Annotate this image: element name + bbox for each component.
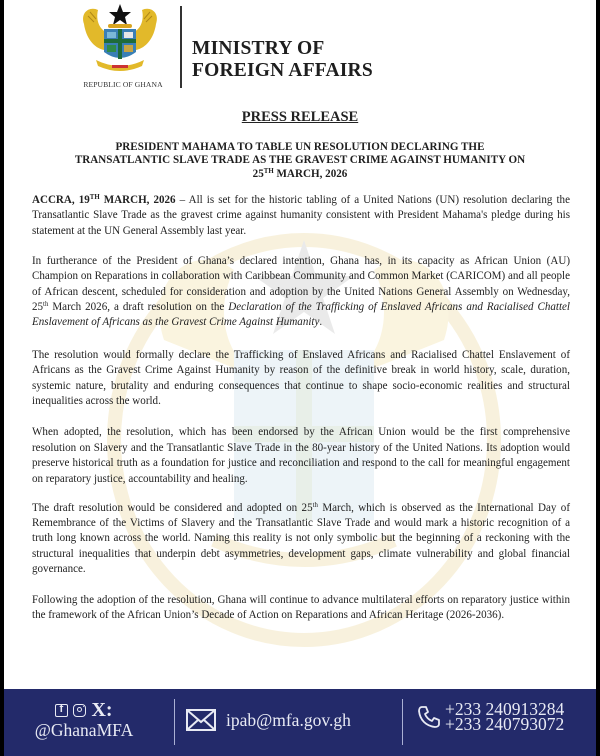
phone-number-2[interactable]: +233 240793072 — [445, 713, 565, 734]
paragraph-1-text: – All is set for the historic tabling of a United Nations (UN) resolution declaring the Transatlantic Slave Trade as the gravest crime against humanity consistent with President Mahama's pledge during his statement at the UN General Assembly last year. — [32, 194, 570, 237]
phone-contact — [416, 699, 565, 734]
paragraph-6: Following the adoption of the resolution, Ghana will continue to advance multilateral efforts on reparatory justice within the framework of the African Union’s Decade of Action on Reparations and African Heritage (2026-2036). — [32, 593, 570, 621]
headline-date — [18, 168, 582, 181]
phone-numbers — [445, 699, 565, 734]
email-contact — [186, 709, 351, 731]
headline — [18, 141, 582, 181]
dateline — [32, 194, 176, 206]
headline-line1: PRESIDENT MAHAMA TO TABLE UN RESOLUTION DECLARING THE — [115, 141, 485, 153]
paragraph-5-sup: th — [312, 501, 318, 509]
paragraph-2-text-b: March 2026, a draft resolution on the — [48, 300, 229, 313]
instagram-icon[interactable] — [73, 704, 86, 717]
letterhead — [4, 0, 596, 96]
paragraph-4: When adopted, the resolution, which has been endorsed by the African Union would be the first comprehensive resolution on Slavery and the Transatlantic Slave Trade in the 80-year history of the United Nations. Its adoption would preserve historical truth as a foundation for justice and reconciliation and respond to the call for meaningful engagement on reparatory justice, accountability and healing. — [32, 426, 570, 485]
press-release-page — [4, 0, 596, 756]
phone-number-1[interactable]: +233 240913284 — [445, 699, 565, 719]
footer-divider — [402, 699, 403, 745]
dateline-city: ACCRA, 19 — [32, 194, 90, 206]
ministry-name — [192, 38, 373, 82]
paragraph-5 — [32, 501, 570, 578]
social-handle[interactable]: @GhanaMFA — [34, 720, 134, 740]
envelope-icon — [186, 709, 216, 731]
paragraph-2-sup: th — [43, 301, 49, 309]
dateline-suffix: TH — [89, 194, 100, 202]
dateline-rest: MARCH, 2026 — [99, 194, 176, 206]
contact-footer — [4, 689, 596, 756]
phone-icon — [416, 704, 442, 730]
email-address[interactable]: ipab@mfa.gov.gh — [226, 709, 351, 730]
facebook-icon[interactable]: f — [55, 704, 68, 717]
social-contact — [24, 701, 144, 740]
ghana-coat-of-arms-logo — [78, 2, 162, 74]
republic-of-ghana-caption: REPUBLIC OF GHANA — [83, 80, 163, 89]
headline-date-suffix: TH — [263, 167, 274, 175]
social-icons — [24, 701, 144, 719]
ministry-name-line1: MINISTRY OF — [192, 38, 325, 59]
letterhead-divider — [180, 6, 182, 88]
headline-line2: TRANSATLANTIC SLAVE TRADE AS THE GRAVEST CRIME AGAINST HUMANITY ON — [74, 154, 526, 167]
paragraph-5-text-b: March, which is observed as the International Day of Remembrance of the Victims of Slavery and the Transatlantic Slave Trade and would mark a historic recognition of a truth long known across the world. Naming this reality is not only symbolic but the beginning of a reckoning with the structural inequalities that underpin debt asymmetries, development gaps, climate vulnerability and global financial governance. — [32, 501, 570, 576]
paragraph-2 — [32, 254, 570, 331]
document-type-title: PRESS RELEASE — [241, 109, 359, 125]
paragraph-2-text-a: In furtherance of the President of Ghana’s declared intention, Ghana has, in its capacity as African Union (AU) Champion on Reparations in collaboration with Caribbean Community and Common Market (CARICOM) and all people of African descent, scheduled for consideration and adoption by the United Nations General Assembly on Wednesday, 25 — [32, 254, 570, 313]
paragraph-5-text-a: The draft resolution would be considered and adopted on 25 — [32, 501, 313, 514]
paragraph-1 — [32, 193, 570, 239]
resolution-title: Declaration of the Trafficking of Enslaved Africans and Racialised Chattel Enslavement of Africans as the Gravest Crime Against Humanity — [32, 300, 570, 329]
press-release-body — [32, 193, 570, 638]
paragraph-2-text-c: . — [319, 316, 323, 329]
headline-date-day: 25 — [252, 167, 264, 180]
ministry-name-line2: FOREIGN AFFAIRS — [192, 60, 373, 81]
headline-date-rest: MARCH, 2026 — [273, 167, 348, 180]
x-twitter-label[interactable]: X: — [91, 699, 113, 721]
footer-divider — [174, 699, 175, 745]
paragraph-3: The resolution would formally declare the Trafficking of Enslaved Africans and Racialised Chattel Enslavement of Africans as the Gravest Crime Against Humanity by reason of the definitive break in world history, scale, duration, systemic nature, brutality and enduring consequences that continue to shape socio-economic realities and structural inequalities across the world. — [32, 348, 570, 407]
